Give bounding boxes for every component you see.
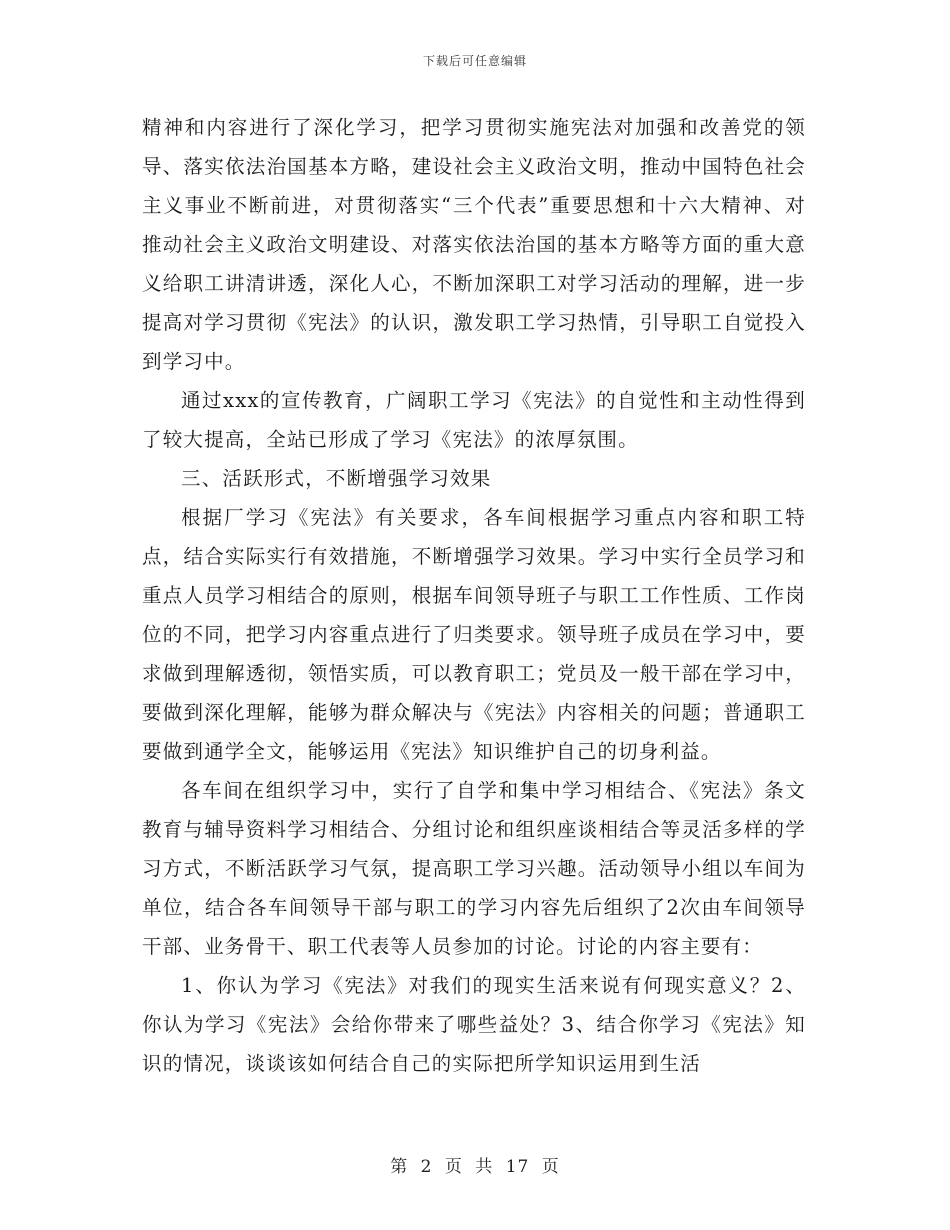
paragraph-discussion-questions: 1、你认为学习《宪法》对我们的现实生活来说有何现实意义？2、你认为学习《宪法》会给你带来了哪些益处？3、结合你学习《宪法》知识的情况，谈谈该如何结合自己的实际把所学知识运用到生活 [142, 974, 806, 1075]
paragraph: 根据厂学习《宪法》有关要求，各车间根据学习重点内容和职工特点，结合实际实行有效措施，不断增强学习效果。学习中实行全员学习和重点人员学习相结合的原则，根据车间领导班子与职工工作性质、工作岗位的不同，把学习内容重点进行了归类要求。领导班子成员在学习中，要求做到理解透彻，领悟实质，可以教育职工；党员及一般干部在学习中，要做到深化理解，能够为群众解决与《宪法》内容相关的问题；普通职工要做到通学全文，能够运用《宪法》知识维护自己的切身利益。 [142, 506, 806, 763]
paragraph: 通过xxx的宣传教育，广阔职工学习《宪法》的自觉性和主动性得到了较大提高，全站已形成了学习《宪法》的浓厚氛围。 [142, 389, 806, 451]
paragraph-continuation: 精神和内容进行了深化学习，把学习贯彻实施宪法对加强和改善党的领导、落实依法治国基本方略，建设社会主义政治文明，推动中国特色社会主义事业不断前进，对贯彻落实“三个代表”重要思想和十六大精神、对推动社会主义政治文明建设、对落实依法治国的基本方略等方面的重大意义给职工讲清讲透，深化人心，不断加深职工对学习活动的理解，进一步提高对学习贯彻《宪法》的认识，激发职工学习热情，引导职工自觉投入到学习中。 [142, 116, 806, 373]
section-heading: 三、活跃形式，不断增强学习效果 [181, 467, 492, 490]
paragraph: 各车间在组织学习中，实行了自学和集中学习相结合、《宪法》条文教育与辅导资料学习相结合、分组讨论和组织座谈相结合等灵活多样的学习方式，不断活跃学习气氛，提高职工学习兴趣。活动领导小组以车间为单位，结合各车间领导干部与职工的学习内容先后组织了2次由车间领导干部、业务骨干、职工代表等人员参加的讨论。讨论的内容主要有： [142, 779, 806, 958]
page-header: 下载后可任意编辑 [422, 54, 527, 68]
page-number: 第 2 页 共 17 页 [390, 1157, 560, 1177]
document-body [142, 108, 806, 1083]
